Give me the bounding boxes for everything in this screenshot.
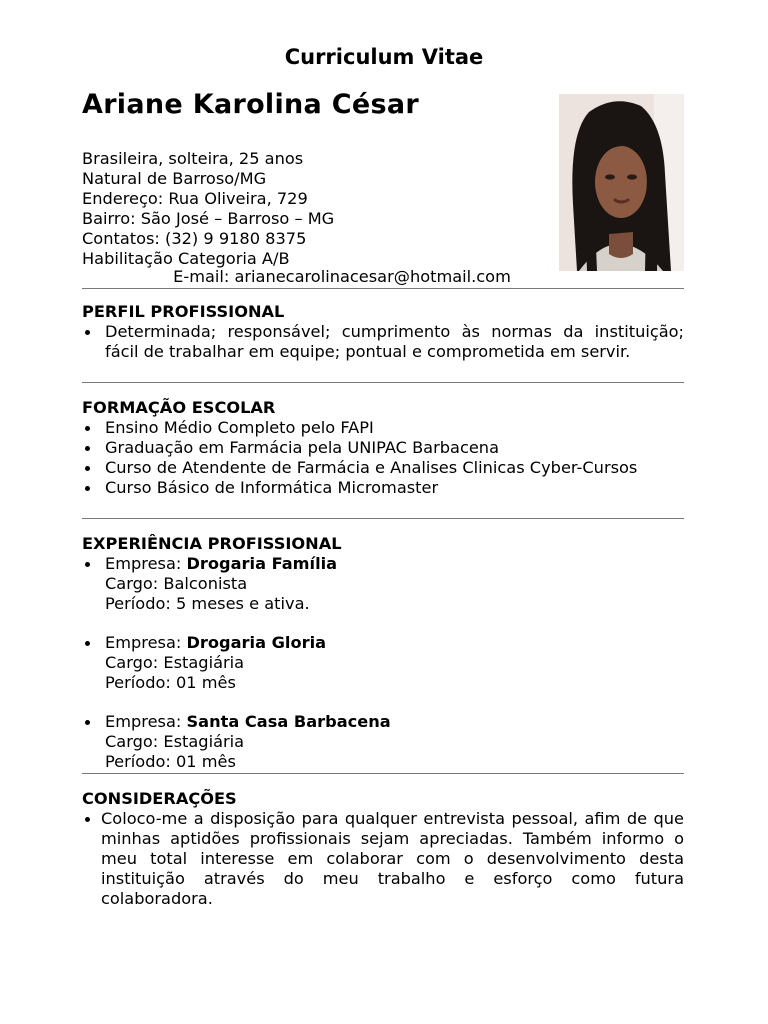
experience-section-title: EXPERIÊNCIA PROFISSIONAL: [82, 534, 342, 553]
profile-section: [82, 302, 684, 362]
job-role: Cargo: Estagiária: [105, 732, 245, 751]
personal-email: E-mail: arianecarolinacesar@hotmail.com: [173, 267, 511, 286]
job-role: Cargo: Balconista: [105, 574, 248, 593]
candidate-name: Ariane Karolina César: [82, 89, 420, 120]
profile-photo: [559, 94, 684, 271]
company-label: Empresa:: [105, 554, 187, 573]
company-name: Santa Casa Barbacena: [186, 712, 391, 731]
company-label: Empresa:: [105, 712, 187, 731]
company-label: Empresa:: [105, 633, 187, 652]
job-period: Período: 5 meses e ativa.: [105, 594, 310, 613]
list-item: Curso Básico de Informática Micromaster: [82, 478, 684, 498]
document-title: Curriculum Vitae: [284, 45, 484, 69]
considerations-section: [82, 789, 684, 909]
list-item: Ensino Médio Completo pelo FAPI: [82, 418, 684, 438]
experience-section: [82, 534, 684, 772]
company-name: Drogaria Família: [186, 554, 338, 573]
job-role: Cargo: Estagiária: [105, 653, 245, 672]
considerations-section-title: CONSIDERAÇÕES: [82, 789, 237, 808]
personal-phone: Contatos: (32) 9 9180 8375: [82, 229, 307, 248]
job-entry: [82, 633, 684, 712]
section-divider: [82, 382, 684, 383]
job-period: Período: 01 mês: [105, 673, 236, 692]
list-item: Determinada; responsável; cumprimento às normas da instituição; fácil de trabalhar em equipe; pontual e comprometida em servir.: [82, 322, 684, 362]
section-divider: [82, 773, 684, 774]
job-entry: [82, 712, 684, 772]
education-section-title: FORMAÇÃO ESCOLAR: [82, 398, 276, 417]
section-divider: [82, 288, 684, 289]
job-entry: [82, 554, 684, 633]
personal-birthplace: Natural de Barroso/MG: [82, 169, 267, 188]
personal-license: Habilitação Categoria A/B: [82, 249, 290, 268]
company-name: Drogaria Gloria: [186, 633, 327, 652]
education-section: [82, 398, 684, 498]
personal-address: Endereço: Rua Oliveira, 729: [82, 189, 308, 208]
personal-neighborhood: Bairro: São José – Barroso – MG: [82, 209, 335, 228]
list-item: Coloco-me a disposição para qualquer entrevista pessoal, afim de que minhas aptidões profissionais sejam apreciadas. Também informo o meu total interesse em colaborar com o desenvolvimento desta instituição através do meu trabalho e esforço como futura colaboradora.: [82, 809, 684, 909]
personal-info: [82, 149, 334, 269]
list-item: Curso de Atendente de Farmácia e Analises Clinicas Cyber-Cursos: [82, 458, 684, 478]
personal-nationality: Brasileira, solteira, 25 anos: [82, 149, 304, 168]
section-divider: [82, 518, 684, 519]
list-item: Graduação em Farmácia pela UNIPAC Barbacena: [82, 438, 684, 458]
job-period: Período: 01 mês: [105, 752, 236, 771]
profile-section-title: PERFIL PROFISSIONAL: [82, 302, 285, 321]
